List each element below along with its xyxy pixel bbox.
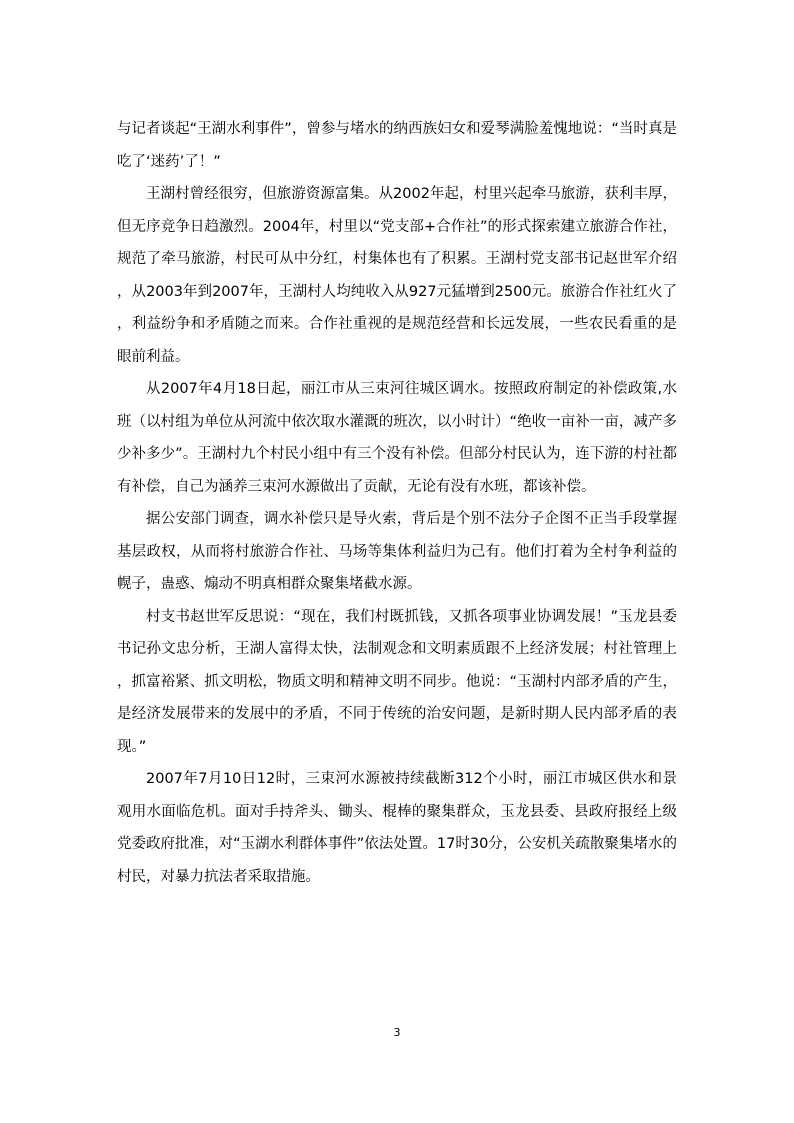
paragraph-5: 村支书赵世军反思说：“现在，我们村既抓钱，又抓各项事业协调发展！”玉龙县委书记孙文忠分析，王湖人富得太快，法制观念和文明素质跟不上经济发展；村社管理上，抓富裕紧、抓文明松，物质文明和精神文明不同步。他说：“玉湖村内部矛盾的产生，是经济发展带来的发展中的矛盾，不同于传统的治安问题，是新时期人民内部矛盾的表现。” xyxy=(117,608,677,755)
document-body xyxy=(117,113,677,893)
paragraph-3: 从2007年4月18日起，丽江市从三束河往城区调水。按照政府制定的补偿政策,水班（以村组为单位从河流中依次取水灌溉的班次，以小时计）“绝收一亩补一亩，减产多少补多少”。王湖村九个村民小组中有三个没有补偿。但部分村民认为，连下游的村社都有补偿，自己为涵养三束河水源做出了贡献，无论有没有水班，都该补偿。 xyxy=(117,381,677,495)
paragraph-6: 2007年7月10日12时，三束河水源被持续截断312个小时，丽江市城区供水和景观用水面临危机。面对手持斧头、锄头、棍棒的聚集群众，玉龙县委、县政府报经上级党委政府批准，对“玉湖水利群体事件”依法处置。17时30分，公安机关疏散聚集堵水的村民，对暴力抗法者采取措施。 xyxy=(117,771,677,885)
paragraph-4: 据公安部门调查，调水补偿只是导火索，背后是个别不法分子企图不正当手段掌握基层政权，从而将村旅游合作社、马场等集体利益归为己有。他们打着为全村争利益的幌子，蛊惑、煽动不明真相群众聚集堵截水源。 xyxy=(117,511,677,592)
paragraph-1: 与记者谈起“王湖水利事件”，曾参与堵水的纳西族妇女和爱琴满脸羞愧地说：“当时真是吃了‘迷药’了！” xyxy=(117,121,677,170)
page-number: 3 xyxy=(393,1026,401,1039)
paragraph-2: 王湖村曾经很穷，但旅游资源富集。从2002年起，村里兴起牵马旅游，获利丰厚，但无序竞争日趋激烈。2004年，村里以“党支部+合作社”的形式探索建立旅游合作社，规范了牵马旅游，村民可从中分红，村集体也有了积累。王湖村党支部书记赵世军介绍，从2003年到2007年，王湖村人均纯收入从927元猛增到2500元。旅游合作社红火了，利益纷争和矛盾随之而来。合作社重视的是规范经营和长远发展，一些农民看重的是眼前利益。 xyxy=(117,186,677,365)
